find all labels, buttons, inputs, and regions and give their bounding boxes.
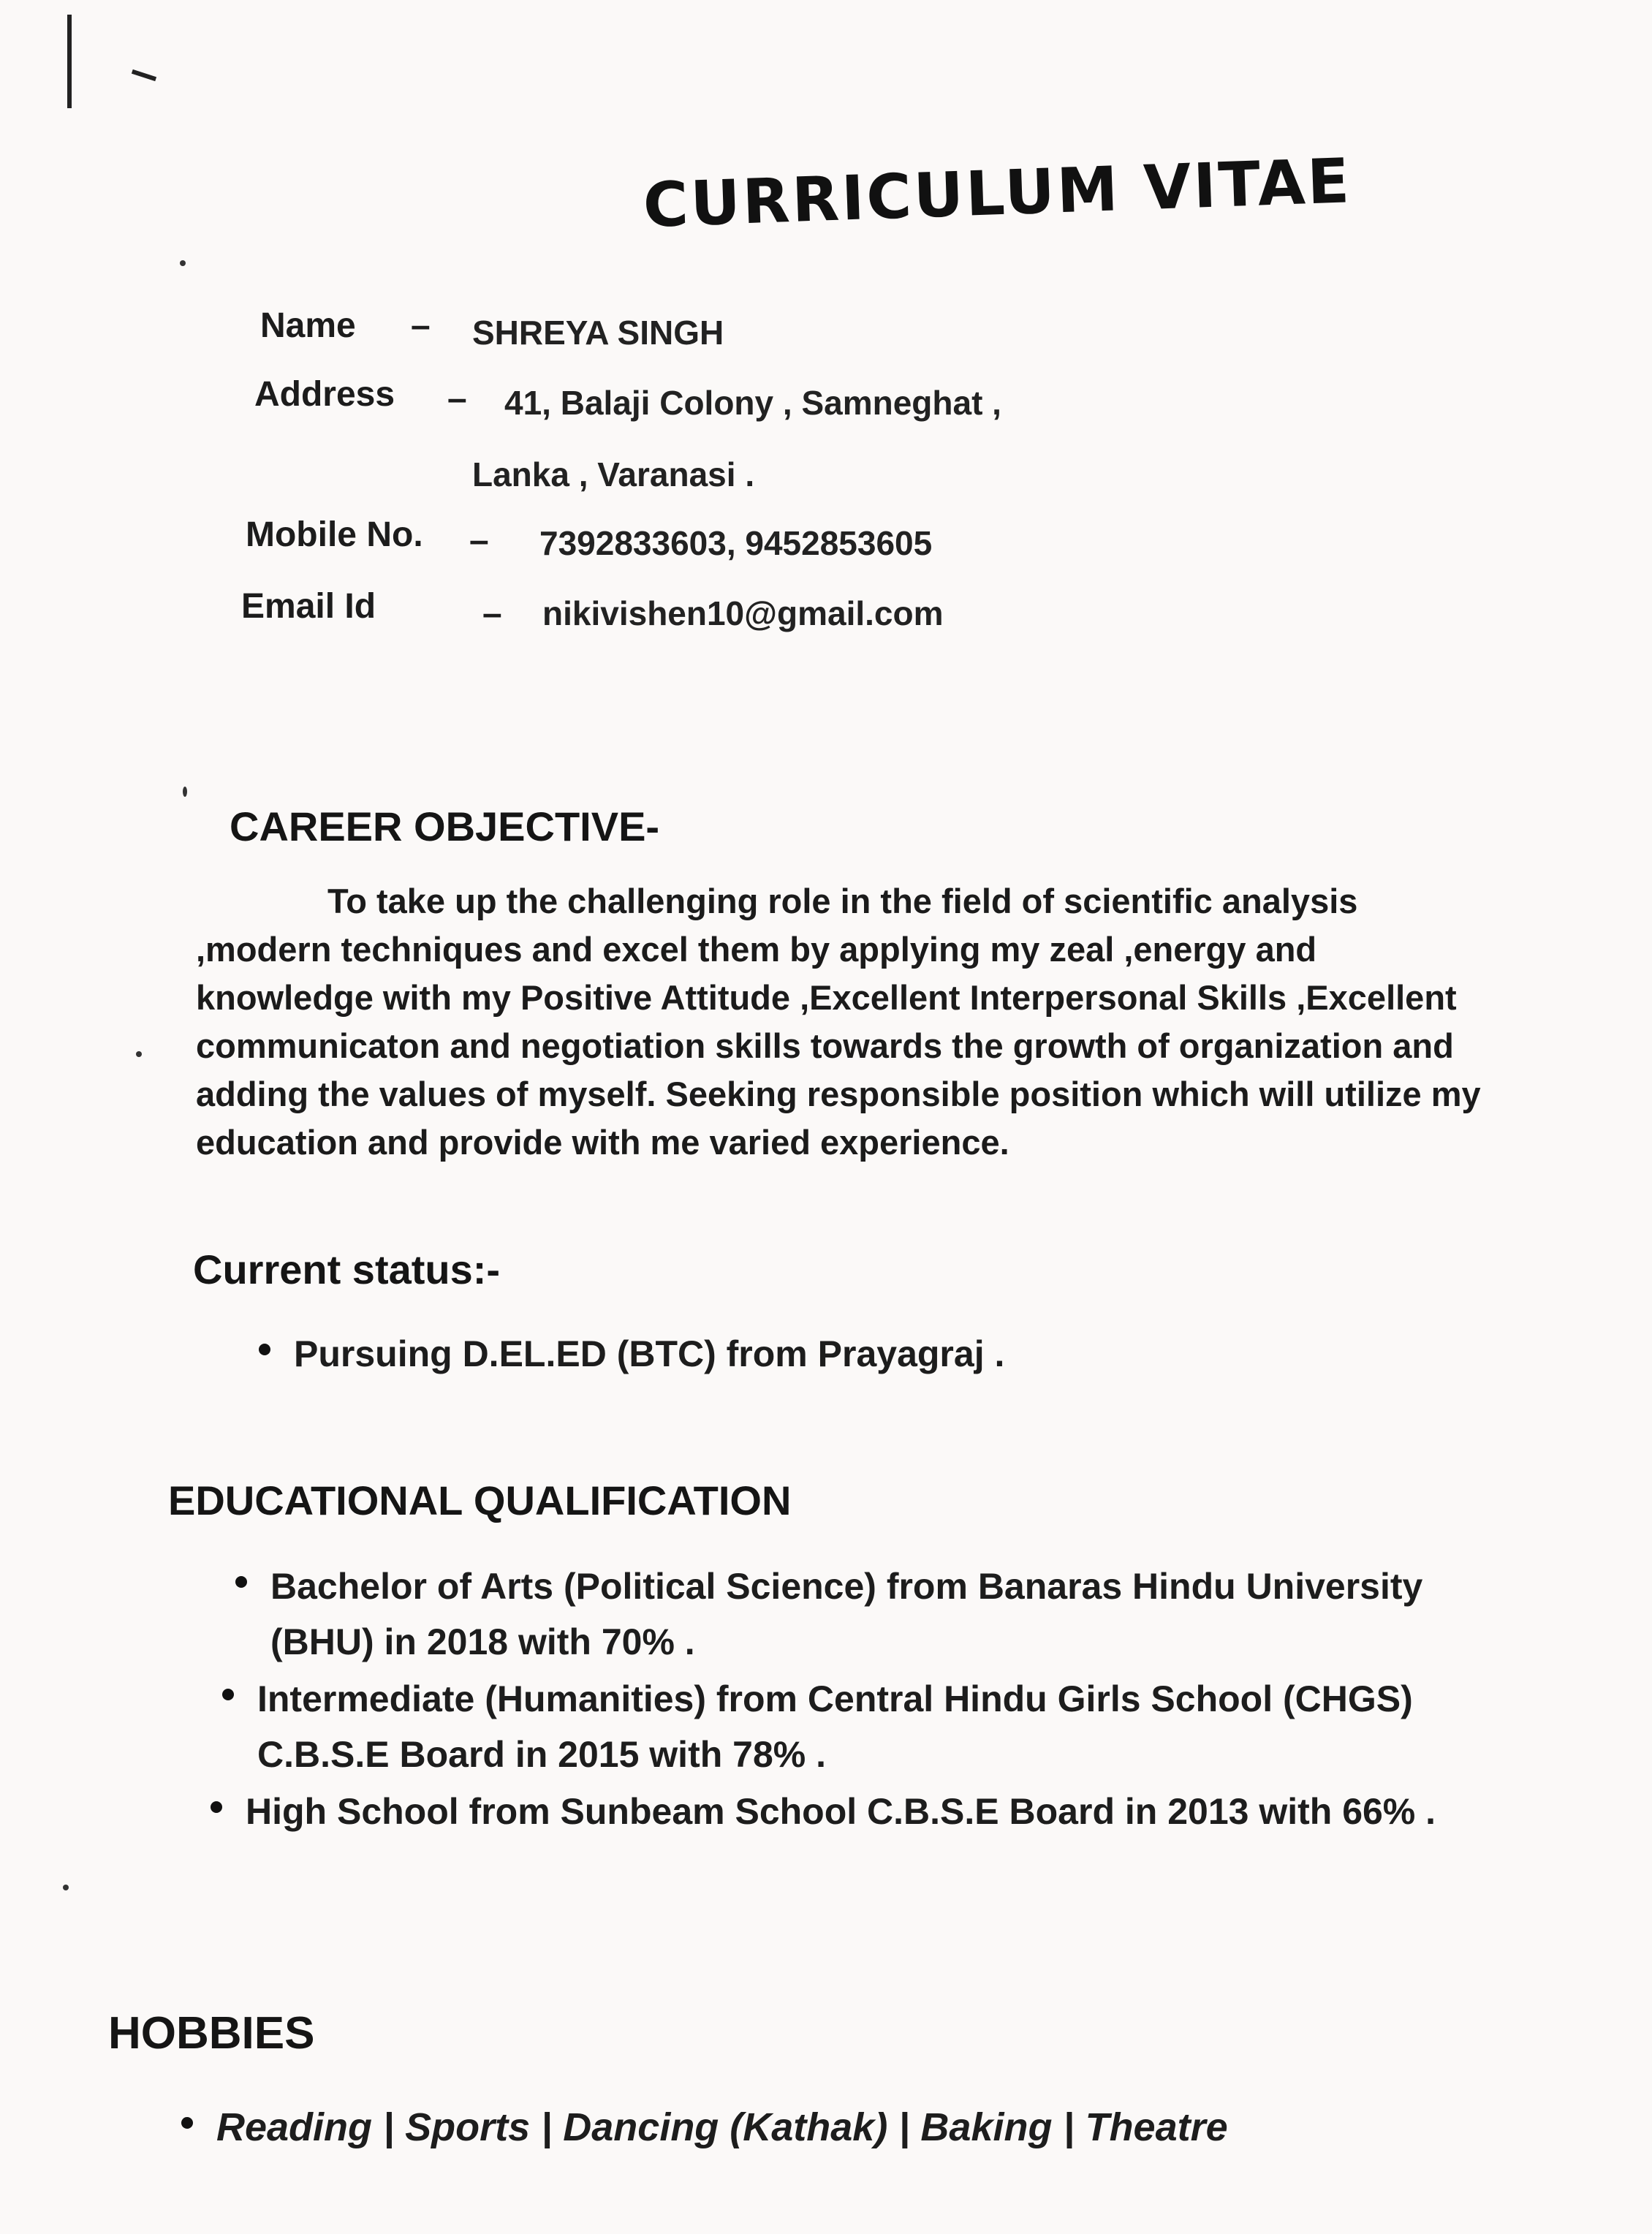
name-label: Name <box>260 306 356 345</box>
scan-speck <box>183 787 187 797</box>
education-item-intermediate: Intermediate (Humanities) from Central Hindu Girls School (CHGS) C.B.S.E Board in 2015 with 78% . <box>257 1678 1413 1775</box>
education-item-highschool: High School from Sunbeam School C.B.S.E Board in 2013 with 66% . <box>246 1791 1436 1832</box>
career-objective-heading: CAREER OBJECTIVE- <box>230 803 660 849</box>
address-line1: 41, Balaji Colony , Samneghat , <box>504 384 1001 422</box>
current-status-heading: Current status:- <box>193 1246 501 1292</box>
email-separator: – <box>482 594 502 633</box>
list-item <box>257 1671 1456 1782</box>
list-item <box>270 1559 1469 1670</box>
bullet-icon <box>211 1801 222 1813</box>
mobile-label: Mobile No. <box>246 515 423 554</box>
bullet-icon <box>222 1689 234 1700</box>
hobbies-item: Reading | Sports | Dancing (Kathak) | Baking | Theatre <box>216 2105 1228 2149</box>
name-separator: – <box>411 306 431 345</box>
bullet-icon <box>235 1576 247 1588</box>
education-item-ba: Bachelor of Arts (Political Science) from Banaras Hindu University (BHU) in 2018 with 70% . <box>270 1566 1423 1662</box>
address-line2: Lanka , Varanasi . <box>472 455 755 493</box>
list-item <box>246 1784 1444 1839</box>
scan-speck <box>63 1885 69 1890</box>
name-value: SHREYA SINGH <box>472 314 724 352</box>
list-item <box>294 1326 1004 1382</box>
career-objective-body: To take up the challenging role in the field of scientific analysis ,modern techniques and excel them by applying my zeal ,energy and knowledge with my Positive Attitude ,Excellent Interpersonal Skills ,Excellent communicaton and negotiation skills towards the growth of organization and adding the values of myself. Seeking responsible position which will utilize my education and provide with me varied experience. <box>196 882 1481 1162</box>
document-title: CURRICULUM VITAE <box>642 145 1353 241</box>
hobbies-heading: HOBBIES <box>108 2008 315 2059</box>
career-objective-text <box>196 877 1482 1167</box>
scan-mark <box>132 69 156 81</box>
scan-speck <box>136 1051 142 1057</box>
address-separator: – <box>447 379 467 418</box>
education-heading: EDUCATIONAL QUALIFICATION <box>168 1477 792 1523</box>
bullet-icon <box>181 2117 193 2129</box>
list-item <box>216 2099 1228 2155</box>
scan-speck <box>180 260 186 266</box>
address-label: Address <box>254 375 395 414</box>
email-value: nikivishen10@gmail.com <box>542 594 944 632</box>
mobile-separator: – <box>469 521 489 560</box>
bullet-icon <box>259 1344 270 1355</box>
mobile-value: 7392833603, 9452853605 <box>539 524 933 562</box>
email-label: Email Id <box>241 587 376 626</box>
current-status-item: Pursuing D.EL.ED (BTC) from Prayagraj . <box>294 1333 1005 1374</box>
scan-mark <box>67 15 72 108</box>
